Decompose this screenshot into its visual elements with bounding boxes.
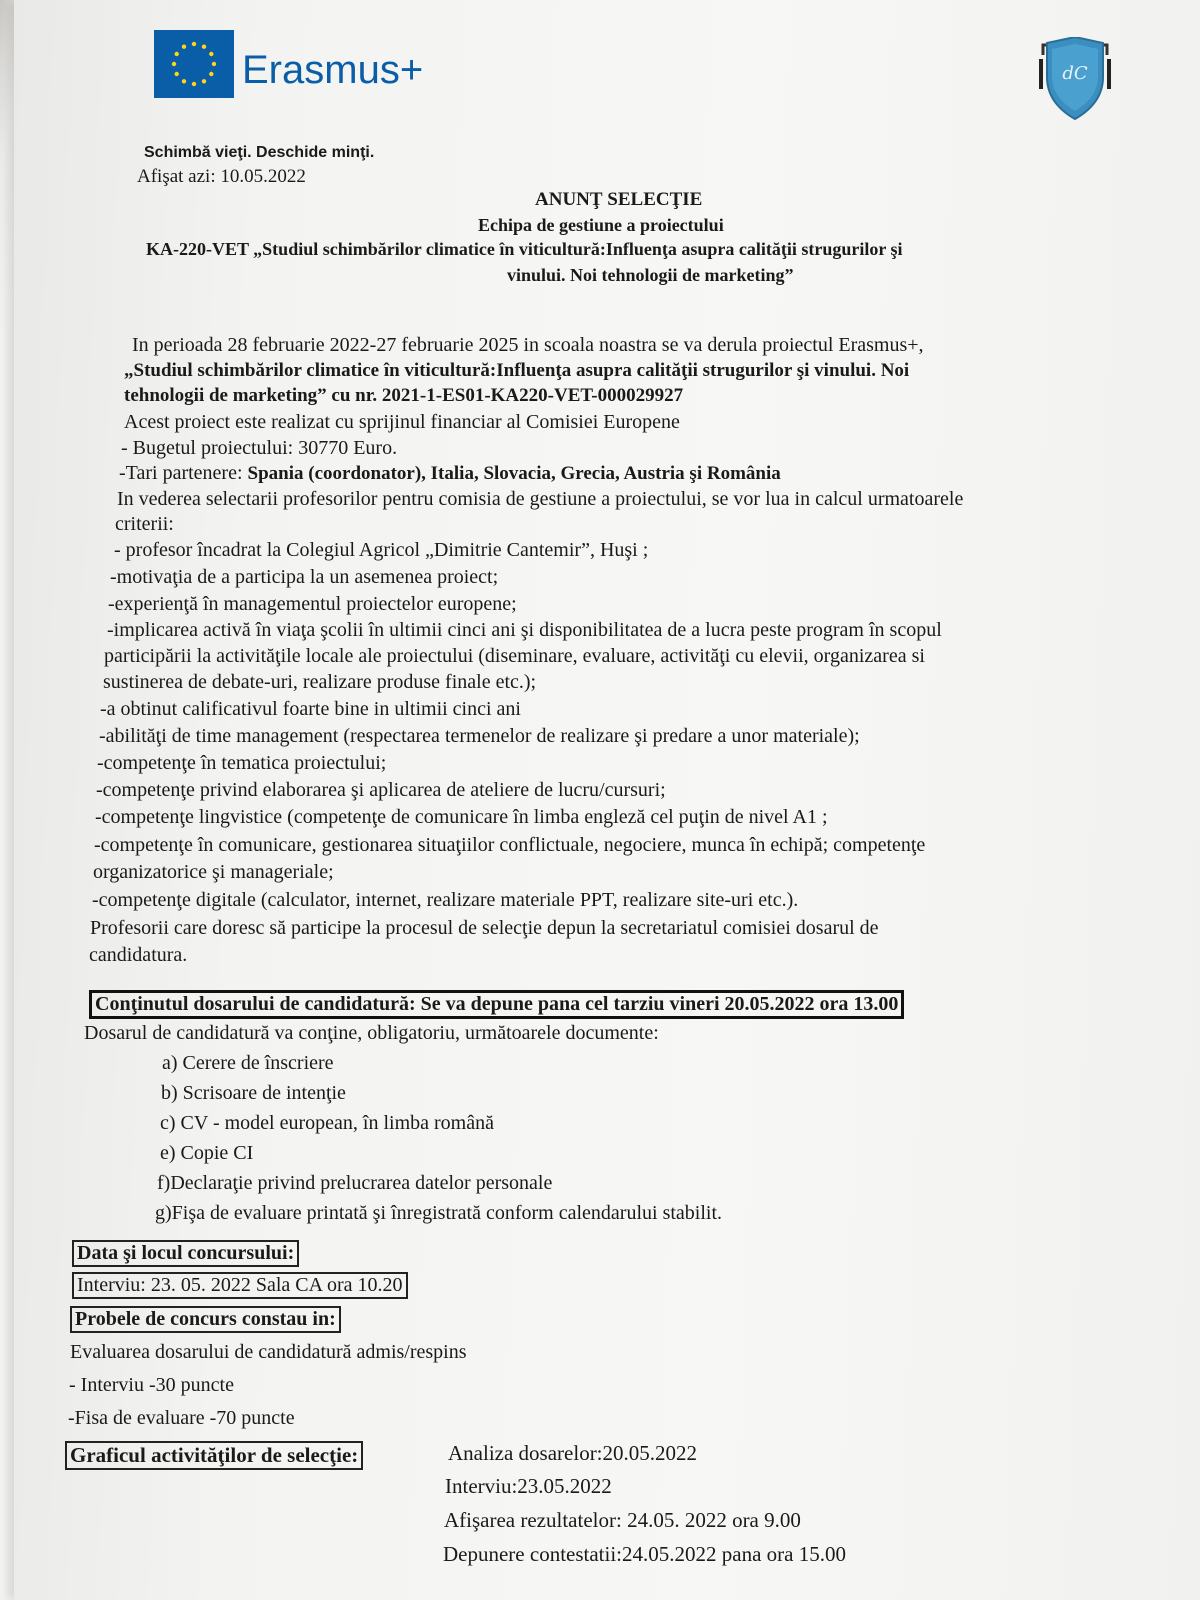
dossier-item: g)Fişa de evaluare printată şi înregistrată conform calendarului stabilit. xyxy=(155,1202,723,1224)
schedule-item: Analiza dosarelor:20.05.2022 xyxy=(448,1441,698,1465)
interview-info: Interviu: 23. 05. 2022 Sala CA ora 10.20 xyxy=(72,1272,408,1299)
criteria-item: -competenţe în tematica proiectului; xyxy=(97,752,387,774)
page-subtitle: Echipa de gestiune a proiectului xyxy=(478,215,724,235)
criteria-item: -motivaţia de a participa la un asemenea proiect; xyxy=(110,566,499,588)
school-crest-icon xyxy=(1035,37,1115,122)
intro-line: Acest proiect este realizat cu sprijinul financiar al Comisiei Europene xyxy=(124,411,680,433)
criteria-item: -experienţă în managementul proiectelor europene; xyxy=(108,593,517,615)
posted-date: Afişat azi: 10.05.2022 xyxy=(137,166,306,187)
criteria-item: - profesor încadrat la Colegiul Agricol „Dimitrie Cantemir”, Huşi ; xyxy=(114,539,649,561)
criteria-item: -competenţe lingvistice (competenţe de comunicare în limba engleză cel puţin de nivel A1 ; xyxy=(95,806,828,828)
test-item: -Fisa de evaluare -70 puncte xyxy=(68,1407,295,1429)
partners-value: Spania (coordonator), Italia, Slovacia, Grecia, Austria şi România xyxy=(247,463,781,484)
criteria-item: -abilităţi de time management (respectarea termenelor de realizare şi predare a unor materiale); xyxy=(99,725,860,747)
intro-line: tehnologii de marketing” cu nr. 2021-1-ES01-KA220-VET-000029927 xyxy=(124,385,684,406)
svg-text:dC: dC xyxy=(1062,63,1088,84)
schedule-item: Interviu:23.05.2022 xyxy=(445,1474,612,1498)
project-title-line2: vinului. Noi tehnologii de marketing” xyxy=(507,265,794,285)
eu-flag-icon xyxy=(154,30,234,98)
schedule-item: Depunere contestatii:24.05.2022 pana ora 15.00 xyxy=(443,1542,846,1566)
dossier-item: c) CV - model european, în limba română xyxy=(160,1112,494,1134)
intro-line: In perioada 28 februarie 2022-27 februarie 2025 in scoala noastra se va derula proiectul Erasmus+, xyxy=(132,334,924,356)
criteria-intro: In vederea selectarii profesorilor pentru comisia de gestiune a proiectului, se vor lua in calcul urmatoarele xyxy=(117,488,964,510)
partners-label: -Tari partenere: xyxy=(119,462,248,484)
criteria-item: -competenţe în comunicare, gestionarea situaţiilor conflictuale, negociere, munca în echipă; competenţe xyxy=(94,834,926,856)
intro-line: „Studiul schimbărilor climatice în viticultură:Influenţa asupra calităţii strugurilor şi vinului. Noi xyxy=(124,360,910,381)
criteria-item: Profesorii care doresc să participe la procesul de selecţie depun la secretariatul comisiei dosarul de xyxy=(90,917,879,939)
budget-line: - Bugetul proiectului: 30770 Euro. xyxy=(121,437,398,459)
criteria-intro: criterii: xyxy=(115,513,174,535)
project-title-line1: KA-220-VET „Studiul schimbărilor climatice în viticultură:Influenţa asupra calităţii strugurilor şi xyxy=(146,239,903,259)
schedule-item: Afişarea rezultatelor: 24.05. 2022 ora 9.00 xyxy=(444,1508,801,1532)
partners-line xyxy=(119,462,781,485)
dossier-intro: Dosarul de candidatură va conţine, obligatoriu, următoarele documente: xyxy=(84,1022,659,1044)
criteria-item: candidatura. xyxy=(89,944,188,966)
erasmus-logo-text: Erasmus+ xyxy=(242,48,424,92)
tests-heading: Probele de concurs constau in: xyxy=(70,1306,341,1333)
dossier-item: a) Cerere de înscriere xyxy=(162,1052,334,1074)
criteria-item: -competenţe privind elaborarea şi aplicarea de ateliere de lucru/cursuri; xyxy=(96,779,666,801)
test-item: - Interviu -30 puncte xyxy=(69,1374,234,1396)
criteria-item: organizatorice şi manageriale; xyxy=(93,861,334,883)
dossier-item: b) Scrisoare de intenţie xyxy=(161,1082,346,1104)
motto: Schimbă vieţi. Deschide minţi. xyxy=(144,144,375,161)
page-title: ANUNŢ SELECŢIE xyxy=(535,189,703,210)
dossier-heading: Conţinutul dosarului de candidatură: Se va depune pana cel tarziu vineri 20.05.2022 ora 13.00 xyxy=(89,990,904,1019)
criteria-item: -implicarea activă în viaţa şcolii în ultimii cinci ani şi disponibilitatea de a lucra peste program în scopul xyxy=(107,619,942,641)
contest-date-heading: Data şi locul concursului: xyxy=(72,1240,299,1267)
criteria-item: -competenţe digitale (calculator, internet, realizare materiale PPT, realizare site-uri etc.). xyxy=(92,889,799,911)
test-item: Evaluarea dosarului de candidatură admis/respins xyxy=(70,1341,467,1363)
criteria-item: sustinerea de debate-uri, realizare produse finale etc.); xyxy=(103,671,537,693)
criteria-item: -a obtinut calificativul foarte bine in ultimii cinci ani xyxy=(100,698,521,720)
dossier-item: e) Copie CI xyxy=(160,1142,254,1164)
dossier-item: f)Declaraţie privind prelucrarea datelor personale xyxy=(157,1172,553,1194)
schedule-heading: Graficul activităţilor de selecţie: xyxy=(65,1441,363,1470)
criteria-item: participării la activităţile locale ale proiectului (diseminare, evaluare, activităţi cu elevii, organizarea si xyxy=(104,645,925,667)
